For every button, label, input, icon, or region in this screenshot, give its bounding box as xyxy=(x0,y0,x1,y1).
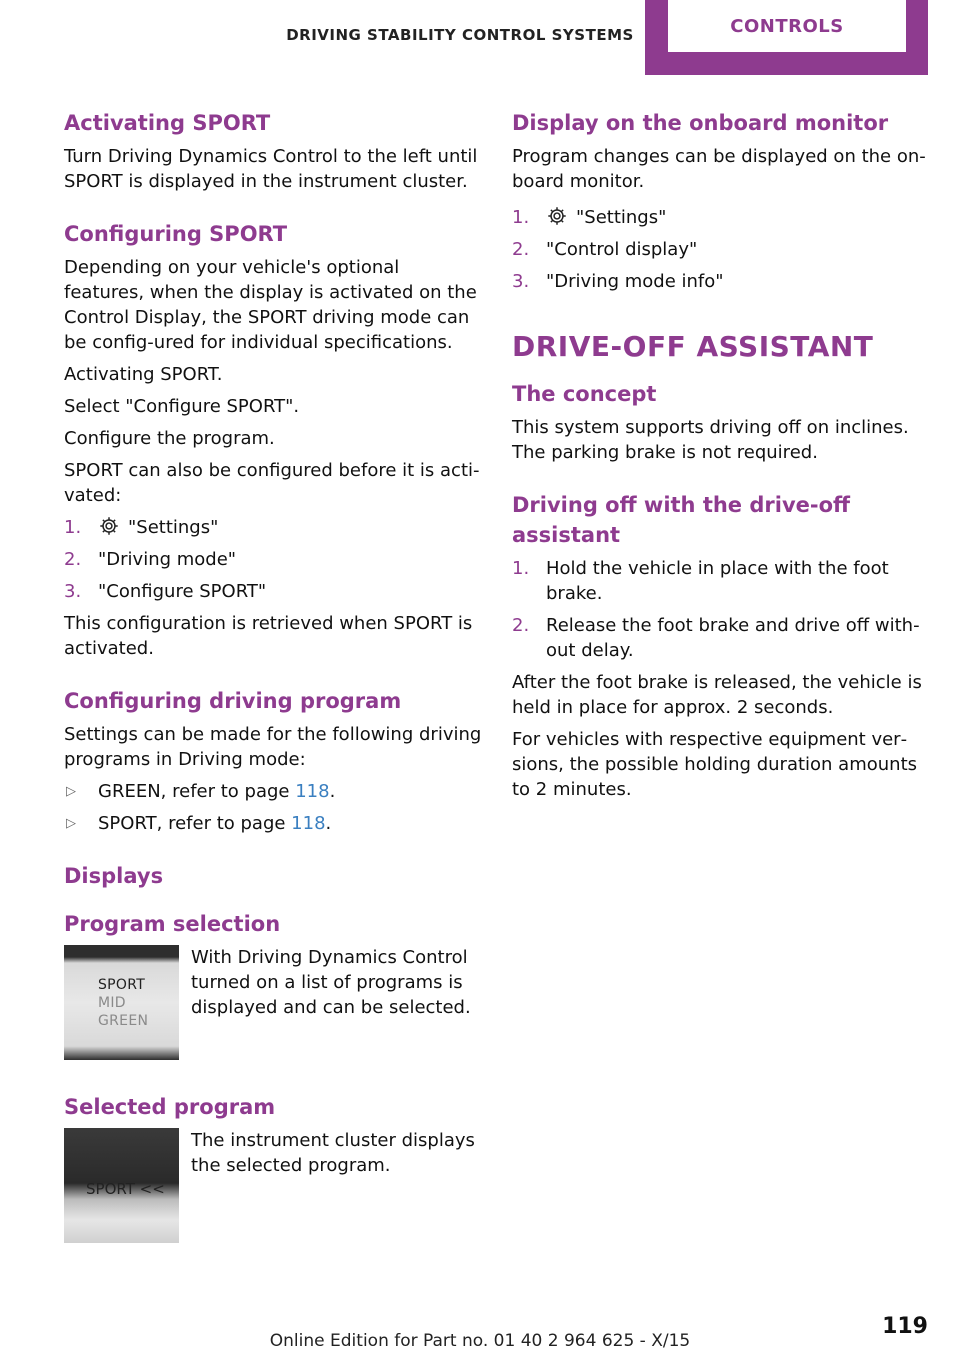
concept-text: This system supports driving off on inclines. The parking brake is not required. xyxy=(512,417,909,463)
program-selection-block xyxy=(64,945,482,1060)
configure-sport-steps xyxy=(64,515,482,604)
list-item xyxy=(512,205,930,230)
configuring-sport-p3: Select "Configure SPORT". xyxy=(64,396,300,417)
step-text: "Configure SPORT" xyxy=(98,581,267,602)
configuring-program-text: Settings can be made for the following driving programs in Driving mode: xyxy=(64,724,482,770)
heading-displays: Displays xyxy=(64,864,164,888)
list-item: ▷ SPORT, refer to page 118. xyxy=(66,813,332,834)
onboard-monitor-text: Program changes can be displayed on the on‐board monitor. xyxy=(512,146,926,192)
right-column xyxy=(512,108,930,809)
page-link[interactable]: 118 xyxy=(295,781,330,802)
step-text: "Driving mode info" xyxy=(546,271,724,292)
list-item xyxy=(64,579,482,604)
heading-drive-off-assistant: DRIVE-OFF ASSISTANT xyxy=(512,330,874,363)
activating-sport-text: Turn Driving Dynamics Control to the left until SPORT is displayed in the instrument cluster. xyxy=(64,146,478,192)
step-text: "Settings" xyxy=(576,207,667,228)
gear-icon xyxy=(98,515,120,537)
heading-concept: The concept xyxy=(512,382,657,406)
drive-off-steps xyxy=(512,556,930,663)
onboard-monitor-steps xyxy=(512,205,930,294)
edition-footer: Online Edition for Part no. 01 40 2 964 625 - X/15 xyxy=(269,1331,691,1351)
configuring-sport-p2: Activating SPORT. xyxy=(64,364,223,385)
list-item xyxy=(64,547,482,572)
step-number: 2. xyxy=(512,615,530,636)
page-number: 119 xyxy=(882,1314,928,1339)
step-text: Release the foot brake and drive off with‐out delay. xyxy=(546,615,920,661)
step-number: 1. xyxy=(64,517,82,538)
heading-onboard-monitor: Display on the onboard monitor xyxy=(512,111,889,135)
running-header: DRIVING STABILITY CONTROL SYSTEMS xyxy=(286,26,634,44)
chapter-tab-label: CONTROLS xyxy=(668,0,906,52)
step-number: 1. xyxy=(512,558,530,579)
configuring-sport-p1: Depending on your vehicle's optional features, when the display is activated on the Control Display, the SPORT driving mode can be config‐ured for individual specifications. xyxy=(64,257,477,353)
selected-program-image: SPORT << xyxy=(64,1128,179,1243)
configuring-sport-p5: SPORT can also be configured before it is acti‐vated: xyxy=(64,460,480,506)
heading-activating-sport: Activating SPORT xyxy=(64,111,271,135)
drive-off-p1: After the foot brake is released, the vehicle is held in place for approx. 2 seconds. xyxy=(512,672,922,718)
step-text: Hold the vehicle in place with the foot brake. xyxy=(546,558,889,604)
triangle-right-icon: ▷ xyxy=(66,784,76,799)
list-item xyxy=(64,515,482,540)
heading-configuring-sport: Configuring SPORT xyxy=(64,222,288,246)
step-number: 3. xyxy=(512,271,530,292)
heading-selected-program: Selected program xyxy=(64,1095,276,1119)
list-item: ▷ GREEN, refer to page 118. xyxy=(66,781,336,802)
selected-program-text: The instrument cluster displays the selected program. xyxy=(191,1130,475,1176)
step-text: "Control display" xyxy=(546,239,698,260)
configuring-sport-p6: This configuration is retrieved when SPORT is activated. xyxy=(64,613,473,659)
heading-configuring-program: Configuring driving program xyxy=(64,689,402,713)
heading-program-selection: Program selection xyxy=(64,912,281,936)
page-link[interactable]: 118 xyxy=(291,813,326,834)
selected-program-block xyxy=(64,1128,482,1243)
step-number: 1. xyxy=(512,207,530,228)
configuring-sport-p4: Configure the program. xyxy=(64,428,275,449)
heading-driving-off: Driving off with the drive-off assistant xyxy=(512,493,851,547)
program-bullets xyxy=(64,779,482,836)
step-text: "Driving mode" xyxy=(98,549,237,570)
list-item xyxy=(512,556,930,606)
left-column xyxy=(64,108,482,1243)
program-list-image: SPORT MID GREEN xyxy=(64,945,179,1060)
list-item xyxy=(512,613,930,663)
list-item xyxy=(512,237,930,262)
chapter-tab xyxy=(645,0,928,75)
step-number: 2. xyxy=(64,549,82,570)
list-item xyxy=(512,269,930,294)
step-number: 2. xyxy=(512,239,530,260)
program-selection-text: With Driving Dynamics Control turned on a list of programs is displayed and can be selected. xyxy=(191,947,471,1018)
drive-off-p2: For vehicles with respective equipment ver‐sions, the possible holding duration amounts to 2 minutes. xyxy=(512,729,917,800)
triangle-right-icon: ▷ xyxy=(66,816,76,831)
step-text: "Settings" xyxy=(128,517,219,538)
gear-icon xyxy=(546,205,568,227)
step-number: 3. xyxy=(64,581,82,602)
